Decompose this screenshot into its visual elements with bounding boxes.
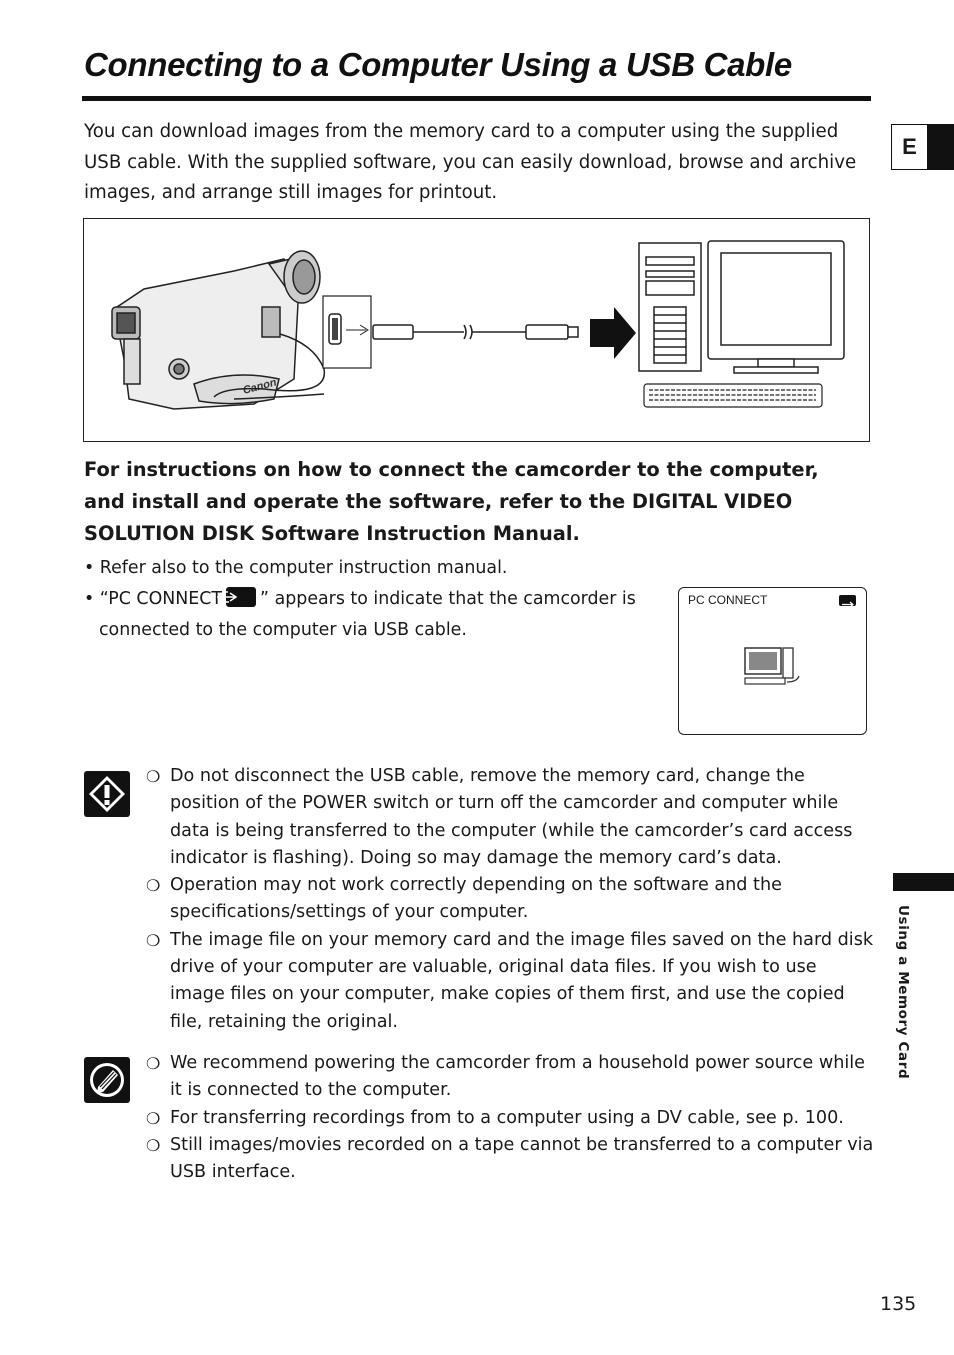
section-tab-bar xyxy=(893,873,954,891)
language-tab-bar xyxy=(927,124,954,170)
bullet-text-after: ” appears to indicate that the camcorder is connected to the computer via USB cable. xyxy=(99,589,636,640)
caution-note-text: Operation may not work correctly depending on the software and the specifications/settings of your computer. xyxy=(170,875,782,923)
memo-note-item: ❍ For transferring recordings from to a computer using a DV cable, see p. 100. xyxy=(146,1107,844,1128)
connection-illustration xyxy=(84,219,868,440)
caution-note-text: The image file on your memory card and the image files saved on the hard disk drive of your computer are valuable, original data files. If you wish to use image files on your computer, make copies of them first, and use the copied file, retaining the original. xyxy=(170,929,874,1032)
language-tab xyxy=(891,124,927,170)
intro-paragraph: You can download images from the memory card to a computer using the supplied USB cable. With the supplied software, you can easily download, browse and archive images, and arrange still images for printout. xyxy=(84,121,857,203)
caution-notes xyxy=(146,763,874,1036)
bullet-text-before: “PC CONNECT xyxy=(99,589,223,609)
keyboard-illustration xyxy=(644,384,822,407)
lcd-pc-connect-label: PC CONNECT xyxy=(688,593,768,607)
caution-note-item: ❍ The image file on your memory card and the image files saved on the hard disk drive of your computer are valuable, original data files. If you wish to use image files on your computer, make copies of them first, and use the copied file, retaining the original. xyxy=(146,929,874,1032)
memo-note-item: ❍ We recommend powering the camcorder from a household power source while it is connected to the computer. xyxy=(146,1053,865,1101)
caution-icon xyxy=(84,771,130,817)
memo-notes xyxy=(146,1050,874,1186)
memo-note-text: Still images/movies recorded on a tape cannot be transferred to a computer via USB interface. xyxy=(170,1134,874,1183)
memo-note-text: We recommend powering the camcorder from a household power source while it is connected to the computer. xyxy=(170,1053,865,1101)
page-number: 135 xyxy=(880,1293,917,1315)
usb-cable xyxy=(373,325,578,339)
usb-port-callout xyxy=(323,296,371,368)
page-title: Connecting to a Computer Using a USB Cable xyxy=(84,46,792,83)
memo-note-text: For transferring recordings from to a computer using a DV cable, see p. 100. xyxy=(170,1107,844,1128)
bullet-text: Refer also to the computer instruction manual. xyxy=(99,558,508,578)
memo-icon xyxy=(84,1057,130,1103)
camcorder-illustration xyxy=(112,251,324,409)
camcorder-brand-label: Canon xyxy=(241,376,278,397)
caution-note-item: ❍ Operation may not work correctly depending on the software and the specifications/settings of your computer. xyxy=(146,875,782,923)
instruction-heading: For instructions on how to connect the camcorder to the computer, and install and operate the software, refer to the DIGITAL VIDEO SOLUTION DISK Software Instruction Manual. xyxy=(84,458,819,545)
lcd-screen-illustration xyxy=(678,587,867,735)
computer-icon xyxy=(743,646,803,688)
monitor-illustration xyxy=(708,241,844,373)
computer-tower-illustration xyxy=(639,243,701,371)
title-rule xyxy=(82,96,871,101)
usb-icon xyxy=(839,595,856,606)
caution-note-item: ❍ Do not disconnect the USB cable, remove the memory card, change the position of the POWER switch or turn off the camcorder and computer while data is being transferred to the computer (while the camcorder’s card access indicator is flashing). Doing so may damage the memory card’s data. xyxy=(146,766,853,868)
usb-icon xyxy=(226,587,256,607)
arrow-icon xyxy=(590,307,636,359)
section-label: Using a Memory Card xyxy=(895,905,911,1080)
memo-note-item: ❍ Still images/movies recorded on a tape cannot be transferred to a computer via USB interface. xyxy=(146,1134,874,1183)
bullet-computer-manual: • Refer also to the computer instruction manual. xyxy=(84,558,508,578)
bullet-pc-connect: • “PC CONNECT ” appears to indicate that the camcorder is connected to the computer via USB cable. xyxy=(84,589,636,640)
caution-note-text: Do not disconnect the USB cable, remove the memory card, change the position of the POWER switch or turn off the camcorder and computer while data is being transferred to the computer (while the camcorder’s card access indicator is flashing). Doing so may damage the memory card’s data. xyxy=(170,766,853,868)
connection-figure xyxy=(83,218,870,442)
language-tab-label: E xyxy=(902,134,917,159)
